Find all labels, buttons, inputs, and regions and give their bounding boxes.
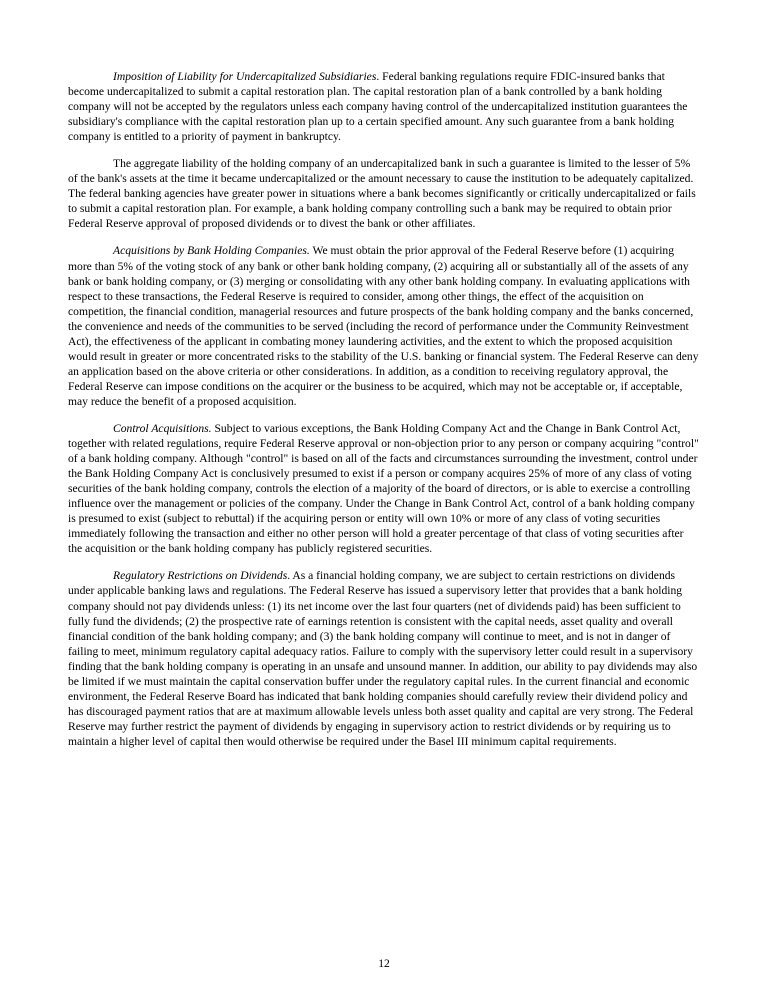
paragraph-text: . Federal banking regulations require FDIC-insured banks that become undercapitalized to submit a capital restoration plan. The capital restoration plan of a bank controlled by a bank holding company will not be accepted by the regulators unless each company having control of the undercapitalized institution guarantees the subsidiary's compliance with the capital restoration plan up to a certain specified amount. Any such guarantee from a bank holding company is entitled to a priority of payment in bankruptcy.	[68, 70, 688, 144]
paragraph-aggregate-liability	[68, 156, 700, 231]
paragraph-dividend-restrictions	[68, 568, 700, 749]
paragraph-control-acquisitions	[68, 421, 700, 556]
paragraph-text: . As a financial holding company, we are subject to certain restrictions on dividends under applicable banking laws and regulations. The Federal Reserve has issued a supervisory letter that provides that a bank holding company should not pay dividends unless: (1) its net income over the last four quarters (net of dividends paid) has been sufficient to fully fund the dividends; (2) the prospective rate of earnings retention is consistent with the capital needs, asset quality and overall financial condition of the bank holding company; and (3) the bank holding company will continue to meet, and is not in danger of failing to meet, minimum regulatory capital adequacy ratios. Failure to comply with the supervisory letter could result in a supervisory finding that the bank holding company is operating in an unsafe and unsound manner. In addition, our ability to pay dividends may also be limited if we must maintain the capital conservation buffer under the regulatory capital rules. In the current financial and economic environment, the Federal Reserve Board has indicated that bank holding companies should carefully review their dividend policy and has discouraged payment ratios that are at maximum allowable levels unless both asset quality and capital are very strong. The Federal Reserve may further restrict the payment of dividends by engaging in supervisory action to restrict dividends or by requiring us to maintain a higher level of capital then would otherwise be required under the Basel III minimum capital requirements.	[68, 569, 698, 748]
document-body	[68, 69, 700, 761]
paragraph-text: Subject to various exceptions, the Bank Holding Company Act and the Change in Bank Control Act, together with related regulations, require Federal Reserve approval or non-objection prior to any person or company acquiring "control" of a bank holding company. Although "control" is based on all of the facts and circumstances surrounding the investment, control under the Bank Holding Company Act is conclusively presumed to exist if a person or company acquires 25% of more of any class of voting securities of the bank holding company, controls the election of a majority of the board of directors, or is able to exercise a controlling influence over the management or policies of the company. Under the Change in Bank Control Act, control of a bank holding company is presumed to exist (subject to rebuttal) if the acquiring person or entity will own 10% or more of any class of voting securities immediately following the transaction and either no other person will hold a greater percentage of that class of voting securities after the acquisition or the bank holding company has publicly registered securities.	[68, 421, 699, 556]
paragraph-liability-undercapitalized	[68, 69, 700, 144]
paragraph-heading: Acquisitions by Bank Holding Companies.	[113, 244, 310, 258]
paragraph-text: We must obtain the prior approval of the Federal Reserve before (1) acquiring more than 5% of the voting stock of any bank or other bank holding company, (2) acquiring all or substantially all of the assets of any bank or bank holding company, or (3) merging or consolidating with any other bank holding company. In evaluating applications with respect to these transactions, the Federal Reserve is required to consider, among other things, the effect of the acquisition on competition, the financial condition, managerial resources and future prospects of the bank holding company and the banks concerned, the convenience and needs of the communities to be served (including the record of performance under the Community Reinvestment Act), the effectiveness of the applicant in combating money laundering activities, and the extent to which the proposed acquisition would result in greater or more concentrated risks to the stability of the U.S. banking or financial system. The Federal Reserve can deny an application based on the above criteria or other considerations. In addition, as a condition to receiving regulatory approval, the Federal Reserve can impose conditions on the acquirer or the business to be acquired, which may not be acceptable or, if acceptable, may reduce the benefit of a proposed acquisition.	[68, 244, 699, 408]
paragraph-heading: Imposition of Liability for Undercapitalized Subsidiaries	[113, 70, 377, 83]
page-number: 12	[378, 957, 390, 970]
paragraph-heading: Control Acquisitions.	[113, 421, 212, 435]
paragraph-heading: Regulatory Restrictions on Dividends	[113, 569, 288, 583]
paragraph-acquisitions	[68, 243, 700, 409]
paragraph-text: The aggregate liability of the holding company of an undercapitalized bank in such a guarantee is limited to the lesser of 5% of the bank's assets at the time it became undercapitalized or the amount necessary to cause the institution to be adequately capitalized. The federal banking agencies have greater power in situations where a bank becomes significantly or critically undercapitalized or fails to submit a capital restoration plan. For example, a bank holding company controlling such a bank may be required to obtain prior Federal Reserve approval of proposed dividends or to divest the bank or other affiliates.	[68, 157, 696, 231]
